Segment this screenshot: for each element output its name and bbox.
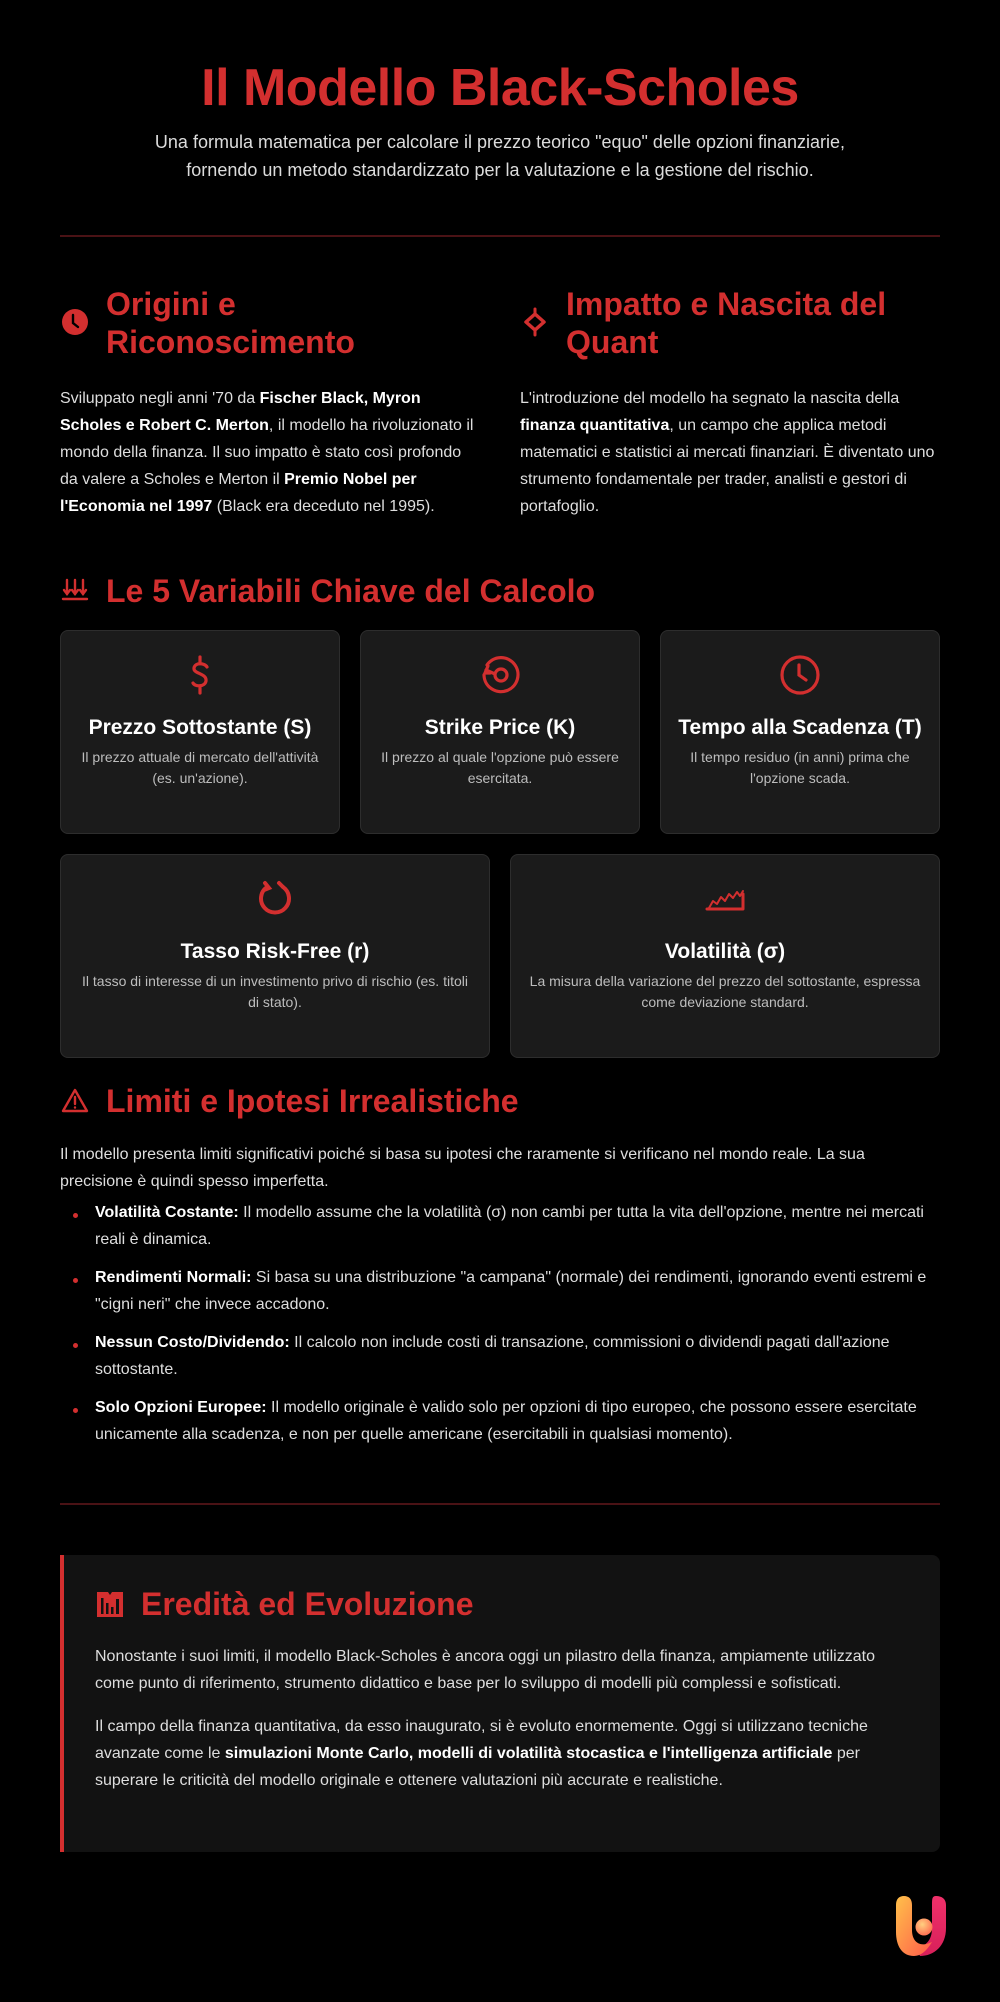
variable-desc: Il tempo residuo (in anni) prima che l'opzione scada. [690,749,910,786]
variable-desc: Il tasso di interesse di un investimento privo di rischio (es. titoli di stato). [82,973,468,1010]
variable-title: Tasso Risk-Free (r) [180,940,370,963]
hero [60,58,940,184]
variable-card-r [60,854,490,1058]
warning-icon [60,1086,90,1116]
variables-grid-bottom [60,854,940,1058]
variables-header [60,572,940,610]
origins-section [60,285,480,520]
limits-title: Limiti e Ipotesi Irrealistiche [106,1083,519,1119]
limits-list [60,1199,940,1448]
subtitle-line-1: Una formula matematica per calcolare il prezzo teorico "equo" delle opzioni finanziarie, [154,132,846,152]
brand-logo-icon[interactable] [884,1890,956,1962]
list-item: Volatilità Costante: Il modello assume che la volatilità (σ) non cambi per tutta la vita dell'opzione, mentre nei mercati reali è dinamica. [60,1199,940,1253]
legacy-title: Eredità ed Evoluzione [141,1586,474,1622]
limits-header [60,1082,940,1120]
limits-intro: Il modello presenta limiti significativi poiché si basa su ipotesi che raramente si verificano nel mondo reale. La sua precisione è quindi spesso imperfetta. [60,1146,865,1190]
variable-desc: Il prezzo al quale l'opzione può essere esercitata. [381,749,619,786]
variable-card-s [60,630,340,834]
arrows-down-icon [60,576,90,606]
page-title: Il Modello Black-Scholes [201,59,799,117]
subtitle-line-2: fornendo un metodo standardizzato per la valutazione e la gestione del rischio. [186,160,814,180]
list-item: Rendimenti Normali: Si basa su una distribuzione "a campana" (normale) dei rendimenti, ignorando eventi estremi e "cigni neri" che invece accadono. [60,1264,940,1318]
impact-text: L'introduzione del modello ha segnato la nascita della finanza quantitativa, un campo che applica metodi matematici e statistici ai mercati finanziari. È diventato uno strumento fondamentale per trader, analisti e gestori di portafoglio. [520,390,935,515]
variable-card-sigma [510,854,940,1058]
legacy-section [60,1555,940,1852]
dollar-icon [178,653,222,697]
variable-title: Strike Price (K) [424,716,576,739]
variable-desc: Il prezzo attuale di mercato dell'attività (es. un'azione). [81,749,319,786]
library-icon [95,1589,125,1619]
variable-card-k [360,630,640,834]
diamond-node-icon [520,307,550,337]
variable-title: Volatilità (σ) [664,940,786,963]
variables-title: Le 5 Variabili Chiave del Calcolo [106,573,596,609]
variables-grid-top [60,630,940,834]
legacy-paragraph-2: Il campo della finanza quantitativa, da esso inaugurato, si è evoluto enormemente. Oggi si utilizzano tecniche avanzate come le simulazioni Monte Carlo, modelli di volatilità stocastica e l'intelligenza artificiale per superare le criticità del modello originale e ottenere valutazioni più accurate e realistiche. [95,1718,868,1789]
bullet-icon [73,1408,78,1413]
clock-filled-icon [60,307,90,337]
divider [60,235,940,237]
refresh-icon [253,877,297,921]
bullet-icon [73,1343,78,1348]
bullet-icon [73,1278,78,1283]
variable-title: Prezzo Sottostante (S) [88,716,312,739]
bullet-icon [73,1213,78,1218]
divider [60,1503,940,1505]
clock-icon [778,653,822,697]
variable-title: Tempo alla Scadenza (T) [678,716,922,739]
target-icon [478,653,522,697]
origins-text: Sviluppato negli anni '70 da Fischer Black, Myron Scholes e Robert C. Merton, il modello ha rivoluzionato il mondo della finanza. Il suo impatto è stato così profondo da valere a Scholes e Merton il Premio Nobel per l'Economia nel 1997 (Black era deceduto nel 1995). [60,390,474,515]
legacy-paragraph-1: Nonostante i suoi limiti, il modello Black-Scholes è ancora oggi un pilastro della finanza, ampiamente utilizzato come punto di riferimento, strumento didattico e base per lo sviluppo di modelli più complessi e sofisticati. [95,1648,875,1692]
impact-section [520,285,940,520]
list-item: Solo Opzioni Europee: Il modello originale è valido solo per opzioni di tipo europeo, che possono essere esercitate unicamente alla scadenza, e non per quelle americane (esercitabili in qualsiasi momento). [60,1394,940,1448]
variable-card-t [660,630,940,834]
list-item: Nessun Costo/Dividendo: Il calcolo non include costi di transazione, commissioni o dividendi pagati dall'azione sottostante. [60,1329,940,1383]
limits-body [60,1141,940,1459]
page-subtitle [60,128,940,184]
origins-title: Origini e Riconoscimento [106,286,355,360]
volatility-chart-icon [703,877,747,921]
impact-title: Impatto e Nascita del Quant [566,286,887,360]
intro-columns [60,285,940,520]
variable-desc: La misura della variazione del prezzo del sottostante, espressa come deviazione standard. [529,973,921,1010]
